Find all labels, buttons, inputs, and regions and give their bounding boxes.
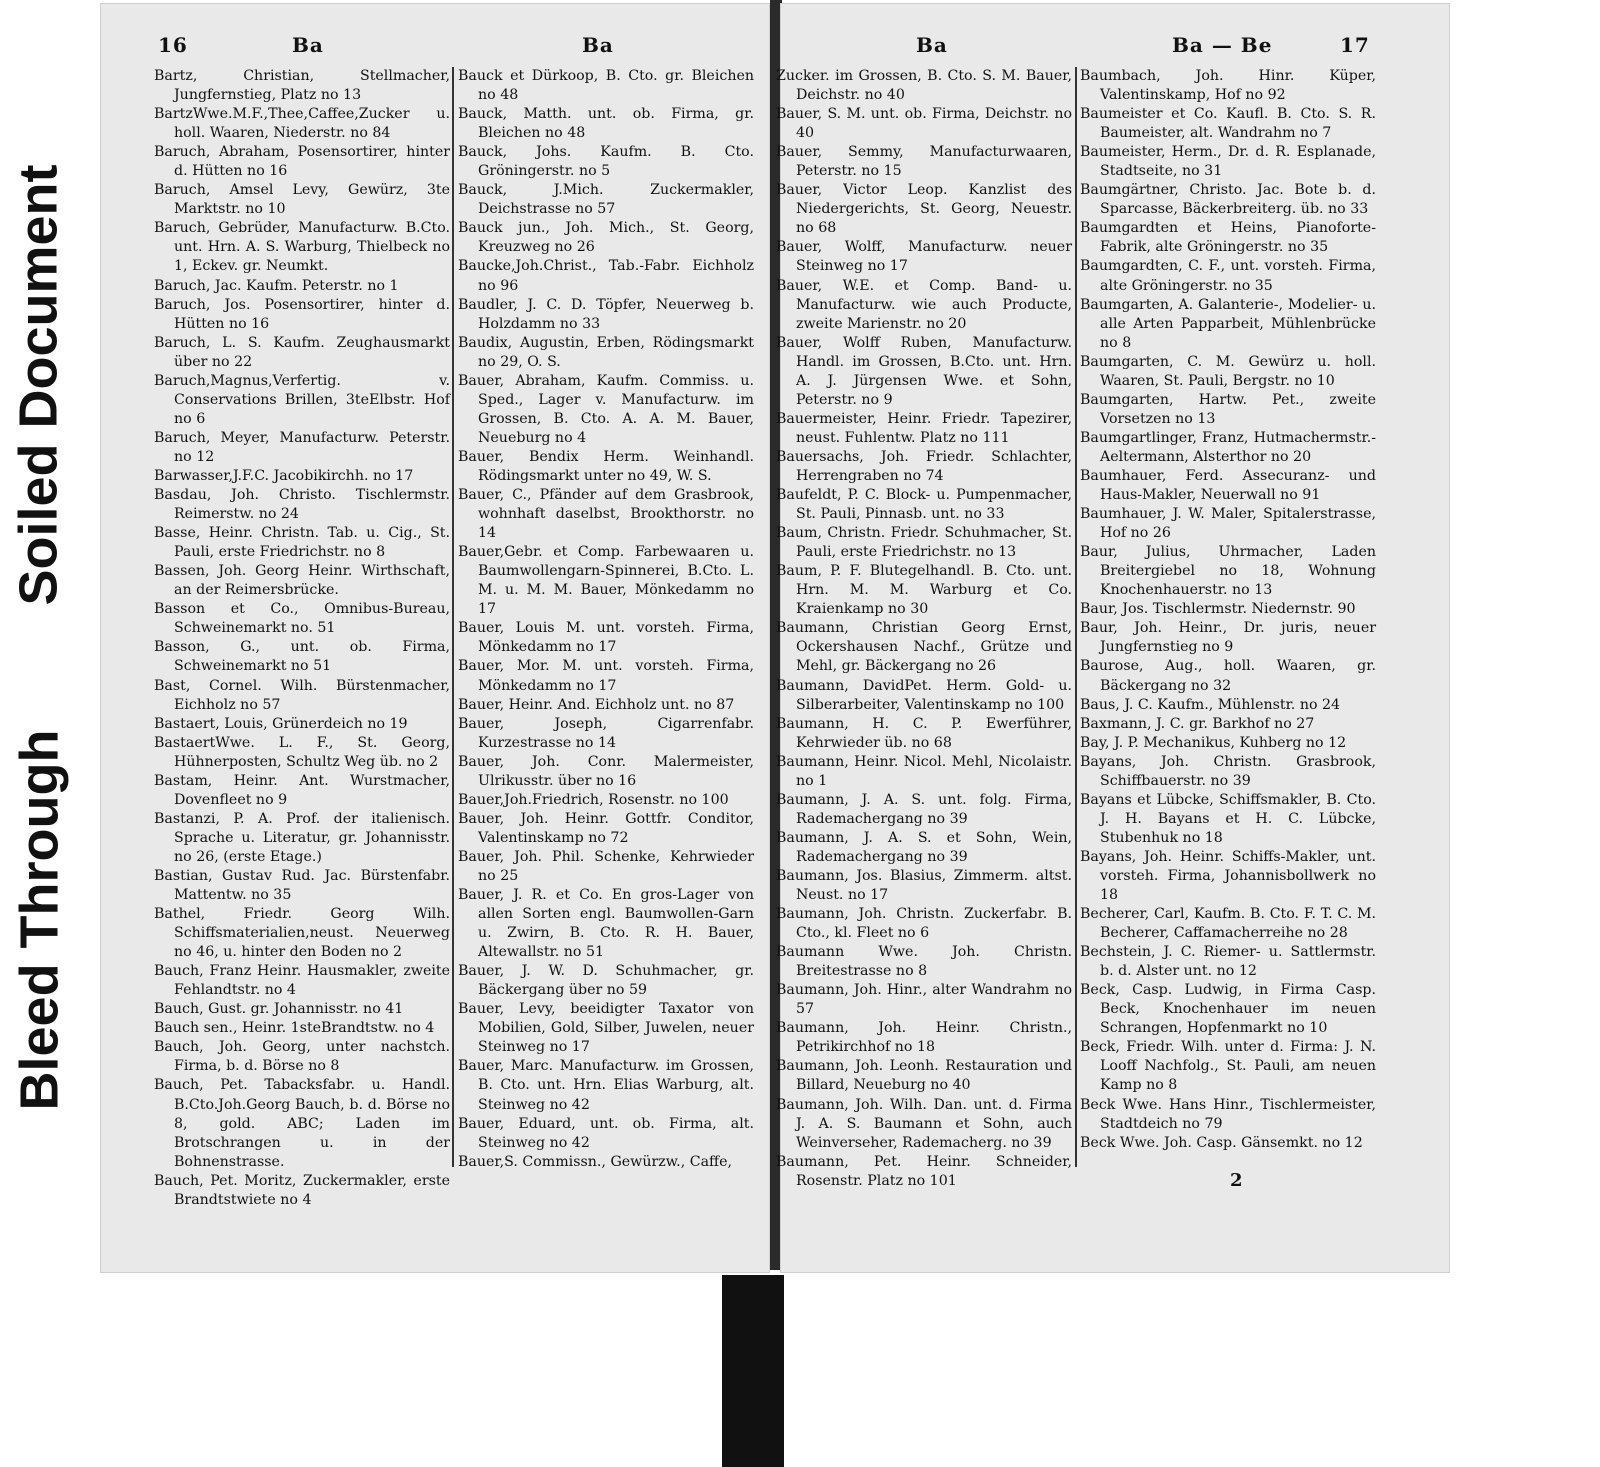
column-rule [1075, 67, 1077, 1167]
directory-entry: Baruch, Gebrüder, Manufacturw. B.Cto. unt. Hrn. A. S. Warburg, Thielbeck no 1, Eckev. gr. Neumkt. [154, 220, 450, 275]
directory-entry: Baur, Julius, Uhrmacher, Laden Breitergiebel no 18, Wohnung Knochenhauerstr. no 13 [1080, 544, 1376, 599]
directory-entry: Bassen, Joh. Georg Heinr. Wirthschaft, an der Reimersbrücke. [154, 563, 450, 599]
directory-entry: Bauer, C., Pfänder auf dem Grasbrook, wohnhaft daselbst, Brookthorstr. no 14 [458, 487, 754, 542]
directory-entry: Bauer, Eduard, unt. ob. Firma, alt. Steinweg no 42 [458, 1115, 754, 1151]
directory-entry: Baruch, Meyer, Manufacturw. Peterstr. no 12 [154, 429, 450, 465]
directory-entry: Baruch, Abraham, Posensortirer, hinter d. Hütten no 16 [154, 144, 450, 180]
directory-entry: Bauck, Matth. unt. ob. Firma, gr. Bleichen no 48 [458, 106, 754, 142]
directory-entry: Bauer, Louis M. unt. vorsteh. Firma, Mönkedamm no 17 [458, 620, 754, 656]
directory-entry: Bauer, Victor Leop. Kanzlist des Niedergerichts, St. Georg, Neuestr. no 68 [776, 182, 1072, 237]
directory-entry: Bartz, Christian, Stellmacher, Jungfernstieg, Platz no 13 [154, 68, 450, 104]
directory-entry: Baumgardten et Heins, Pianoforte-Fabrik, alte Gröningerstr. no 35 [1080, 220, 1376, 256]
running-header-left-1: Ba [292, 33, 324, 57]
bookmark-ribbon [722, 1275, 784, 1467]
directory-entry: Bauer, Bendix Herm. Weinhandl. Rödingsmarkt unter no 49, W. S. [458, 448, 754, 484]
directory-entry: Baruch, Jac. Kaufm. Peterstr. no 1 [154, 277, 399, 294]
directory-entry: Bauer,Gebr. et Comp. Farbewaaren u. Baumwollengarn-Spinnerei, B.Cto. L. M. u. M. M. Bauer, Mönkedamm no 17 [458, 544, 754, 618]
directory-entry: Bauer, Heinr. And. Eichholz unt. no 87 [458, 696, 735, 713]
directory-entry: Bauer, S. M. unt. ob. Firma, Deichstr. no 40 [776, 106, 1072, 142]
directory-entry: Baumann, J. A. S. et Sohn, Wein, Rademachergang no 39 [776, 829, 1072, 865]
directory-entry: Bauck, J.Mich. Zuckermakler, Deichstrasse no 57 [458, 182, 754, 218]
directory-entry: Baumann, Joh. Hinr., alter Wandrahm no 57 [776, 982, 1072, 1018]
directory-entry: Bauer, Mor. M. unt. vorsteh. Firma, Mönkedamm no 17 [458, 658, 754, 694]
directory-column [776, 67, 1072, 1191]
directory-entry: Bauermeister, Heinr. Friedr. Tapezirer, neust. Fuhlentw. Platz no 111 [776, 410, 1072, 446]
directory-entry: Baruch, Amsel Levy, Gewürz, 3te Marktstr. no 10 [154, 182, 450, 218]
directory-entry: Bauck jun., Joh. Mich., St. Georg, Kreuzweg no 26 [458, 220, 754, 256]
directory-entry: Bauck et Dürkoop, B. Cto. gr. Bleichen no 48 [458, 68, 754, 104]
directory-entry: Bauch, Joh. Georg, unter nachstch. Firma, b. d. Börse no 8 [154, 1039, 450, 1075]
directory-entry: Baruch, L. S. Kaufm. Zeughausmarkt über no 22 [154, 334, 450, 370]
directory-entry: Baruch,Magnus,Verfertig. v. Conservations Brillen, 3teElbstr. Hof no 6 [154, 372, 450, 427]
directory-entry: Bauer, Joh. Phil. Schenke, Kehrwieder no 25 [458, 848, 754, 884]
directory-entry: Bauer, Joh. Heinr. Gottfr. Conditor, Valentinskamp no 72 [458, 810, 754, 846]
page-number-left: 16 [158, 33, 188, 57]
directory-entry: Bastam, Heinr. Ant. Wurstmacher, Dovenfleet no 9 [154, 772, 450, 808]
left-page [100, 3, 770, 1273]
soiled-document-label: Soiled Document [9, 164, 70, 606]
directory-entry: Baumbach, Joh. Hinr. Küper, Valentinskamp, Hof no 92 [1080, 68, 1376, 104]
directory-entry: Baumgartlinger, Franz, Hutmachermstr.-Aeltermann, Alsterthor no 20 [1080, 429, 1376, 465]
directory-entry: Bastaert, Louis, Grünerdeich no 19 [154, 715, 408, 732]
directory-entry: Baumgarten, Hartw. Pet., zweite Vorsetzen no 13 [1080, 391, 1376, 427]
directory-entry: Baumann, Pet. Heinr. Schneider, Rosenstr. Platz no 101 [776, 1153, 1072, 1189]
directory-entry: Bauer, W.E. et Comp. Band- u. Manufacturw. wie auch Producte, zweite Marienstr. no 20 [776, 277, 1072, 332]
directory-entry: Baur, Jos. Tischlermstr. Niedernstr. 90 [1080, 601, 1356, 618]
directory-entry: Baumann, Joh. Heinr. Christn., Petrikirchhof no 18 [776, 1020, 1072, 1056]
directory-entry: Bauck, Johs. Kaufm. B. Cto. Gröningerstr. no 5 [458, 144, 754, 180]
directory-entry: Bauer, Levy, beeidigter Taxator von Mobilien, Gold, Silber, Juwelen, neuer Steinweg no 17 [458, 1001, 754, 1056]
directory-entry: Baumann, H. C. P. Ewerführer, Kehrwieder üb. no 68 [776, 715, 1072, 751]
directory-entry: Baruch, Jos. Posensortirer, hinter d. Hütten no 16 [154, 296, 450, 332]
directory-entry: Bauer, Wolff, Manufacturw. neuer Steinweg no 17 [776, 239, 1072, 275]
directory-entry: Baumann, J. A. S. unt. folg. Firma, Rademachergang no 39 [776, 791, 1072, 827]
directory-entry: Bauch, Pet. Tabacksfabr. u. Handl. B.Cto.Joh.Georg Bauch, b. d. Börse no 8, gold. ABC; Laden im Brotschrangen u. in der Bohnenstrasse. [154, 1077, 450, 1170]
directory-entry: Baumann, Joh. Wilh. Dan. unt. d. Firma J. A. S. Baumann et Sohn, auch Weinverseher, Rademacherg. no 39 [776, 1096, 1072, 1151]
directory-entry: Bauer, Semmy, Manufacturwaaren, Peterstr. no 15 [776, 144, 1072, 180]
directory-entry: Basdau, Joh. Christo. Tischlermstr. Reimerstw. no 24 [154, 487, 450, 523]
right-page [776, 3, 1450, 1273]
directory-entry: Baudler, J. C. D. Töpfer, Neuerweg b. Holzdamm no 33 [458, 296, 754, 332]
directory-entry: Baum, Christn. Friedr. Schuhmacher, St. Pauli, erste Friedrichstr. no 13 [776, 525, 1072, 561]
directory-entry: Bauer, Joh. Conr. Malermeister, Ulrikusstr. über no 16 [458, 753, 754, 789]
directory-entry: Baufeldt, P. C. Block- u. Pumpenmacher, St. Pauli, Pinnasb. unt. no 33 [776, 487, 1072, 523]
directory-entry: Bathel, Friedr. Georg Wilh. Schiffsmaterialien,neust. Neuerweg no 46, u. hinter den Boden no 2 [154, 906, 450, 961]
directory-entry: Baumgarten, A. Galanterie-, Modelier- u. alle Arten Papparbeit, Mühlenbrücke no 8 [1080, 296, 1376, 351]
directory-entry: Basse, Heinr. Christn. Tab. u. Cig., St. Pauli, erste Friedrichstr. no 8 [154, 525, 450, 561]
directory-entry: Beck Wwe. Joh. Casp. Gänsemkt. no 12 [1080, 1134, 1363, 1151]
directory-entry: Bauer, Abraham, Kaufm. Commiss. u. Sped., Lager v. Manufacturw. im Grossen, B. Cto. A. A. M. Bauer, Neueburg no 4 [458, 372, 754, 446]
directory-entry: Bauersachs, Joh. Friedr. Schlachter, Herrengraben no 74 [776, 448, 1072, 484]
directory-entry: Bauer, J. R. et Co. En gros-Lager von allen Sorten engl. Baumwollen-Garn u. Zwirn, B. Cto. R. H. Bauer, Altewallstr. no 51 [458, 887, 754, 961]
directory-entry: Baucke,Joh.Christ., Tab.-Fabr. Eichholz no 96 [458, 258, 754, 294]
page-number-right: 17 [1340, 33, 1370, 57]
directory-entry: Baumhauer, Ferd. Assecuranz- und Haus-Makler, Neuerwall no 91 [1080, 467, 1376, 504]
directory-entry: Basson, G., unt. ob. Firma, Schweinemarkt no 51 [154, 639, 450, 675]
directory-entry: Baum, P. F. Blutegelhandl. B. Cto. unt. Hrn. M. M. Warburg et Co. Kraienkamp no 30 [776, 563, 1072, 618]
directory-entry: Baumeister et Co. Kaufl. B. Cto. S. R. Baumeister, alt. Wandrahm no 7 [1080, 106, 1376, 142]
directory-entry: BartzWwe.M.F.,Thee,Caffee,Zucker u. holl. Waaren, Niederstr. no 84 [154, 106, 450, 142]
directory-entry: Basson et Co., Omnibus-Bureau, Schweinemarkt no. 51 [154, 601, 450, 637]
directory-entry: Baudix, Augustin, Erben, Rödingsmarkt no 29, O. S. [458, 334, 754, 370]
directory-column [1080, 67, 1376, 1153]
directory-entry: Baumann, Joh. Christn. Zuckerfabr. B. Cto., kl. Fleet no 6 [776, 906, 1072, 942]
directory-entry: Baumgardten, C. F., unt. vorsteh. Firma, alte Gröningerstr. no 35 [1080, 258, 1376, 294]
directory-entry: Bauer, J. W. D. Schuhmacher, gr. Bäckergang über no 59 [458, 963, 754, 999]
bleed-through-label: Bleed Through [9, 729, 70, 1111]
directory-entry: Bastanzi, P. A. Prof. der italienisch. Sprache u. Literatur, gr. Johannisstr. no 26, (erste Etage.) [154, 810, 450, 865]
directory-entry: Baumgarten, C. M. Gewürz u. holl. Waaren, St. Pauli, Bergstr. no 10 [1080, 353, 1376, 389]
directory-entry: Bast, Cornel. Wilh. Bürstenmacher, Eichholz no 57 [154, 677, 450, 713]
directory-entry: Beck Wwe. Hans Hinr., Tischlermeister, Stadtdeich no 79 [1080, 1096, 1376, 1132]
directory-entry: Zucker. im Grossen, B. Cto. S. M. Bauer, Deichstr. no 40 [776, 68, 1072, 104]
directory-entry: Bechstein, J. C. Riemer- u. Sattlermstr. b. d. Alster unt. no 12 [1080, 944, 1376, 980]
directory-entry: Bayans et Lübcke, Schiffsmakler, B. Cto. J. H. Bayans et H. C. Lübcke, Stubenhuk no 18 [1080, 791, 1376, 846]
directory-entry: BastaertWwe. L. F., St. Georg, Hühnerposten, Schultz Weg üb. no 2 [154, 734, 450, 770]
directory-column [154, 67, 450, 1210]
directory-entry: Bauer,Joh.Friedrich, Rosenstr. no 100 [458, 791, 729, 808]
directory-entry: Baumann Wwe. Joh. Christn. Breitestrasse no 8 [776, 944, 1072, 980]
directory-entry: Bauer, Wolff Ruben, Manufacturw. Handl. im Grossen, B.Cto. unt. Hrn. A. J. Jürgensen Wwe. et Sohn, Peterstr. no 9 [776, 334, 1072, 408]
running-header-left-2: Ba [582, 33, 614, 57]
directory-entry: Barwasser,J.F.C. Jacobikirchh. no 17 [154, 467, 414, 484]
directory-entry: Baumhauer, J. W. Maler, Spitalerstrasse, Hof no 26 [1080, 506, 1376, 542]
directory-entry: Baur, Joh. Heinr., Dr. juris, neuer Jungfernstieg no 9 [1080, 620, 1376, 656]
directory-column [458, 67, 754, 1172]
directory-entry: Baumann, Joh. Leonh. Restauration und Billard, Neueburg no 40 [776, 1058, 1072, 1094]
directory-entry: Baurose, Aug., holl. Waaren, gr. Bäckergang no 32 [1080, 658, 1376, 694]
directory-entry: Bauch, Pet. Moritz, Zuckermakler, erste Brandtstwiete no 4 [154, 1172, 450, 1208]
directory-entry: Baus, J. C. Kaufm., Mühlenstr. no 24 [1080, 696, 1341, 713]
directory-entry: Bauer,S. Commissn., Gewürzw., Caffe, [458, 1153, 733, 1170]
running-header-right-1: Ba [916, 33, 948, 57]
directory-entry: Baumann, DavidPet. Herm. Gold- u. Silberarbeiter, Valentinskamp no 100 [776, 677, 1072, 713]
directory-entry: Bayans, Joh. Heinr. Schiffs-Makler, unt. vorsteh. Firma, Johannisbollwerk no 18 [1080, 848, 1376, 904]
directory-entry: Bauer, Joseph, Cigarrenfabr. Kurzestrasse no 14 [458, 715, 754, 751]
directory-entry: Baxmann, J. C. gr. Barkhof no 27 [1080, 715, 1315, 732]
directory-entry: Bayans, Joh. Christn. Grasbrook, Schiffbauerstr. no 39 [1080, 753, 1376, 789]
directory-entry: Baumann, Jos. Blasius, Zimmerm. altst. Neust. no 17 [776, 867, 1072, 904]
directory-entry: Baumgärtner, Christo. Jac. Bote b. d. Sparcasse, Bäckerbreiterg. üb. no 33 [1080, 182, 1376, 218]
directory-entry: Bauch, Gust. gr. Johannisstr. no 41 [154, 1001, 404, 1018]
directory-entry: Bastian, Gustav Rud. Jac. Bürstenfabr. Mattentw. no 35 [154, 867, 450, 904]
directory-entry: Baumann, Heinr. Nicol. Mehl, Nicolaistr. no 1 [776, 753, 1072, 789]
directory-entry: Beck, Friedr. Wilh. unter d. Firma: J. N. Looff Nachfolg., St. Pauli, am neuen Kamp no 8 [1080, 1039, 1376, 1094]
column-rule [452, 67, 454, 1167]
directory-entry: Bay, J. P. Mechanikus, Kuhberg no 12 [1080, 734, 1347, 751]
directory-entry: Bauer, Marc. Manufacturw. im Grossen, B. Cto. unt. Hrn. Elias Warburg, alt. Steinweg no 42 [458, 1058, 754, 1113]
directory-entry: Becherer, Carl, Kaufm. B. Cto. F. T. C. M. Becherer, Caffamacherreihe no 28 [1080, 906, 1376, 942]
running-header-right-2: Ba — Be [1172, 33, 1273, 57]
directory-entry: Bauch sen., Heinr. 1steBrandtstw. no 4 [154, 1020, 435, 1037]
directory-entry: Baumann, Christian Georg Ernst, Ockershausen Nachf., Grütze und Mehl, gr. Bäckergang no 26 [776, 620, 1072, 675]
signature-mark: 2 [1230, 1170, 1243, 1191]
directory-entry: Bauch, Franz Heinr. Hausmakler, zweite Fehlandtstr. no 4 [154, 963, 450, 999]
directory-entry: Beck, Casp. Ludwig, in Firma Casp. Beck, Knochenhauer im neuen Schrangen, Hopfenmarkt no 10 [1080, 982, 1376, 1037]
directory-entry: Baumeister, Herm., Dr. d. R. Esplanade, Stadtseite, no 31 [1080, 144, 1376, 180]
